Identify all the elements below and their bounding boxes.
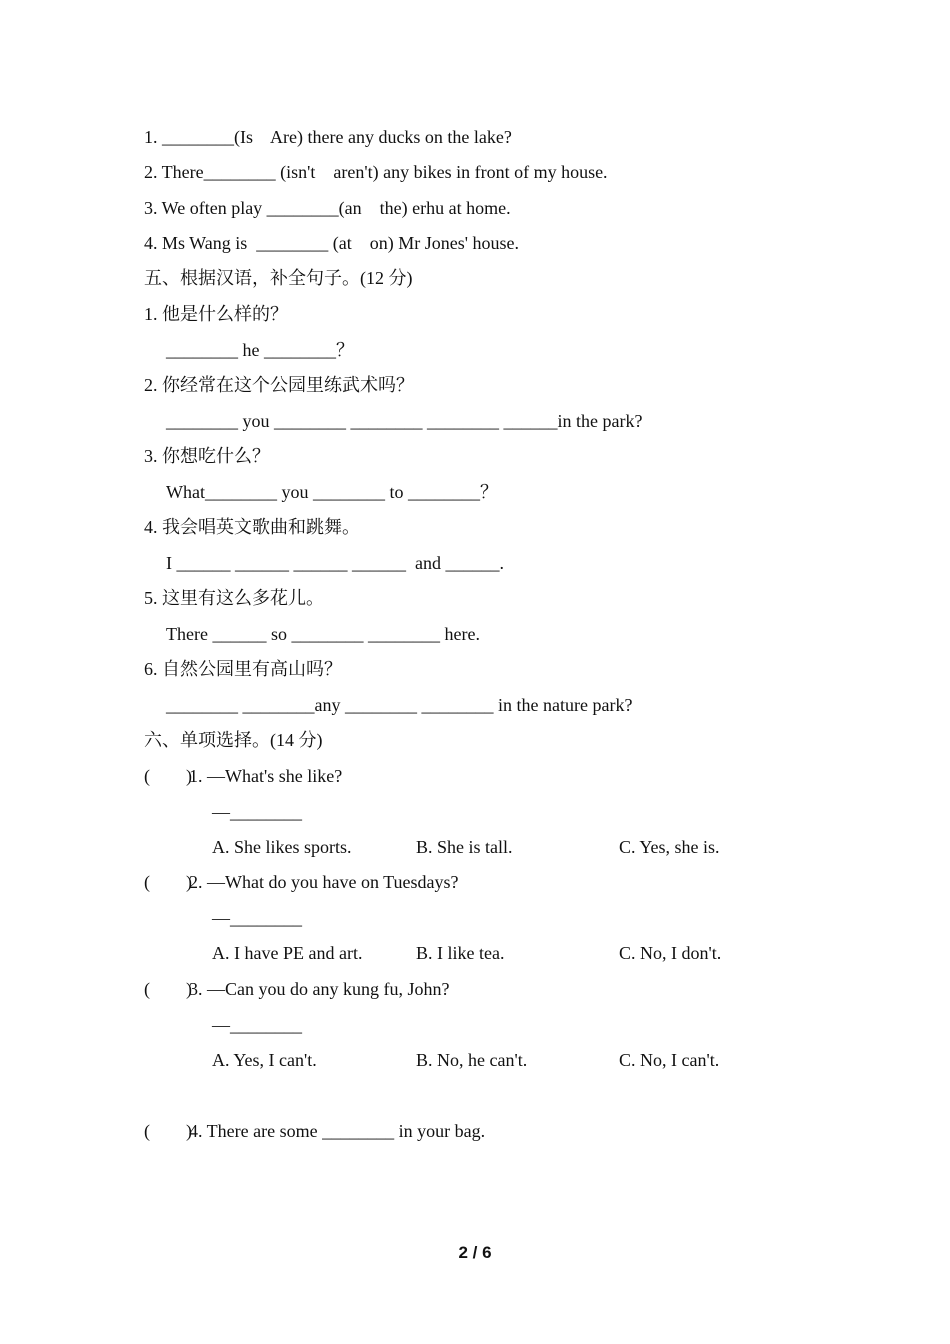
answer-blank-1: —________	[212, 802, 302, 822]
option-1a: A. She likes sports.	[212, 837, 352, 857]
part6-heading: 六、单项选择。(14 分)	[144, 730, 323, 750]
question-2: 2. —What do you have on Tuesdays?	[189, 872, 459, 892]
answer-blank-3: —________	[212, 1015, 302, 1035]
answer-paren-1[interactable]: ( )	[144, 766, 192, 786]
option-2a: A. I have PE and art.	[212, 943, 363, 963]
part5-prompt-2: 2. 你经常在这个公园里练武术吗？	[144, 375, 414, 395]
part4-item-3: 3. We often play ________(an the) erhu at home.	[144, 198, 511, 218]
answer-paren-3[interactable]: ( )	[144, 979, 192, 999]
option-3b: B. No, he can't.	[416, 1050, 528, 1070]
question-4: 4. There are some ________ in your bag.	[189, 1121, 486, 1141]
option-3a: A. Yes, I can't.	[212, 1050, 317, 1070]
part5-answer-3: What________ you ________ to ________？	[166, 482, 498, 502]
part5-answer-2: ________ you ________ ________ ________ ______in the park?	[166, 411, 643, 431]
option-2c: C. No, I don't.	[619, 943, 722, 963]
part5-prompt-5: 5. 这里有这么多花儿。	[144, 588, 324, 608]
answer-paren-4[interactable]: ( )	[144, 1121, 192, 1141]
answer-blank-2: —________	[212, 908, 302, 928]
option-2b: B. I like tea.	[416, 943, 505, 963]
part5-prompt-3: 3. 你想吃什么？	[144, 446, 270, 466]
option-1b: B. She is tall.	[416, 837, 513, 857]
page-number: 2 / 6	[458, 1243, 492, 1262]
option-1c: C. Yes, she is.	[619, 837, 720, 857]
question-1: 1. —What's she like?	[189, 766, 343, 786]
part5-answer-6: ________ ________any ________ ________ in the nature park?	[166, 695, 633, 715]
part5-answer-4: I ______ ______ ______ ______ and ______.	[166, 553, 504, 573]
part4-item-1: 1. ________(Is Are) there any ducks on the lake?	[144, 127, 512, 147]
answer-paren-2[interactable]: ( )	[144, 872, 192, 892]
part5-heading: 五、根据汉语，补全句子。(12 分)	[144, 268, 413, 288]
part5-answer-5: There ______ so ________ ________ here.	[166, 624, 480, 644]
part4-item-2: 2. There________ (isn't aren't) any bikes in front of my house.	[144, 162, 608, 182]
part5-prompt-6: 6. 自然公园里有高山吗？	[144, 659, 342, 679]
part5-prompt-1: 1. 他是什么样的？	[144, 304, 288, 324]
question-3: 3. —Can you do any kung fu, John?	[189, 979, 450, 999]
part5-prompt-4: 4. 我会唱英文歌曲和跳舞。	[144, 517, 360, 537]
part4-item-4: 4. Ms Wang is ________ (at on) Mr Jones' house.	[144, 233, 519, 253]
option-3c: C. No, I can't.	[619, 1050, 720, 1070]
part5-answer-1: ________ he ________？	[166, 340, 354, 360]
